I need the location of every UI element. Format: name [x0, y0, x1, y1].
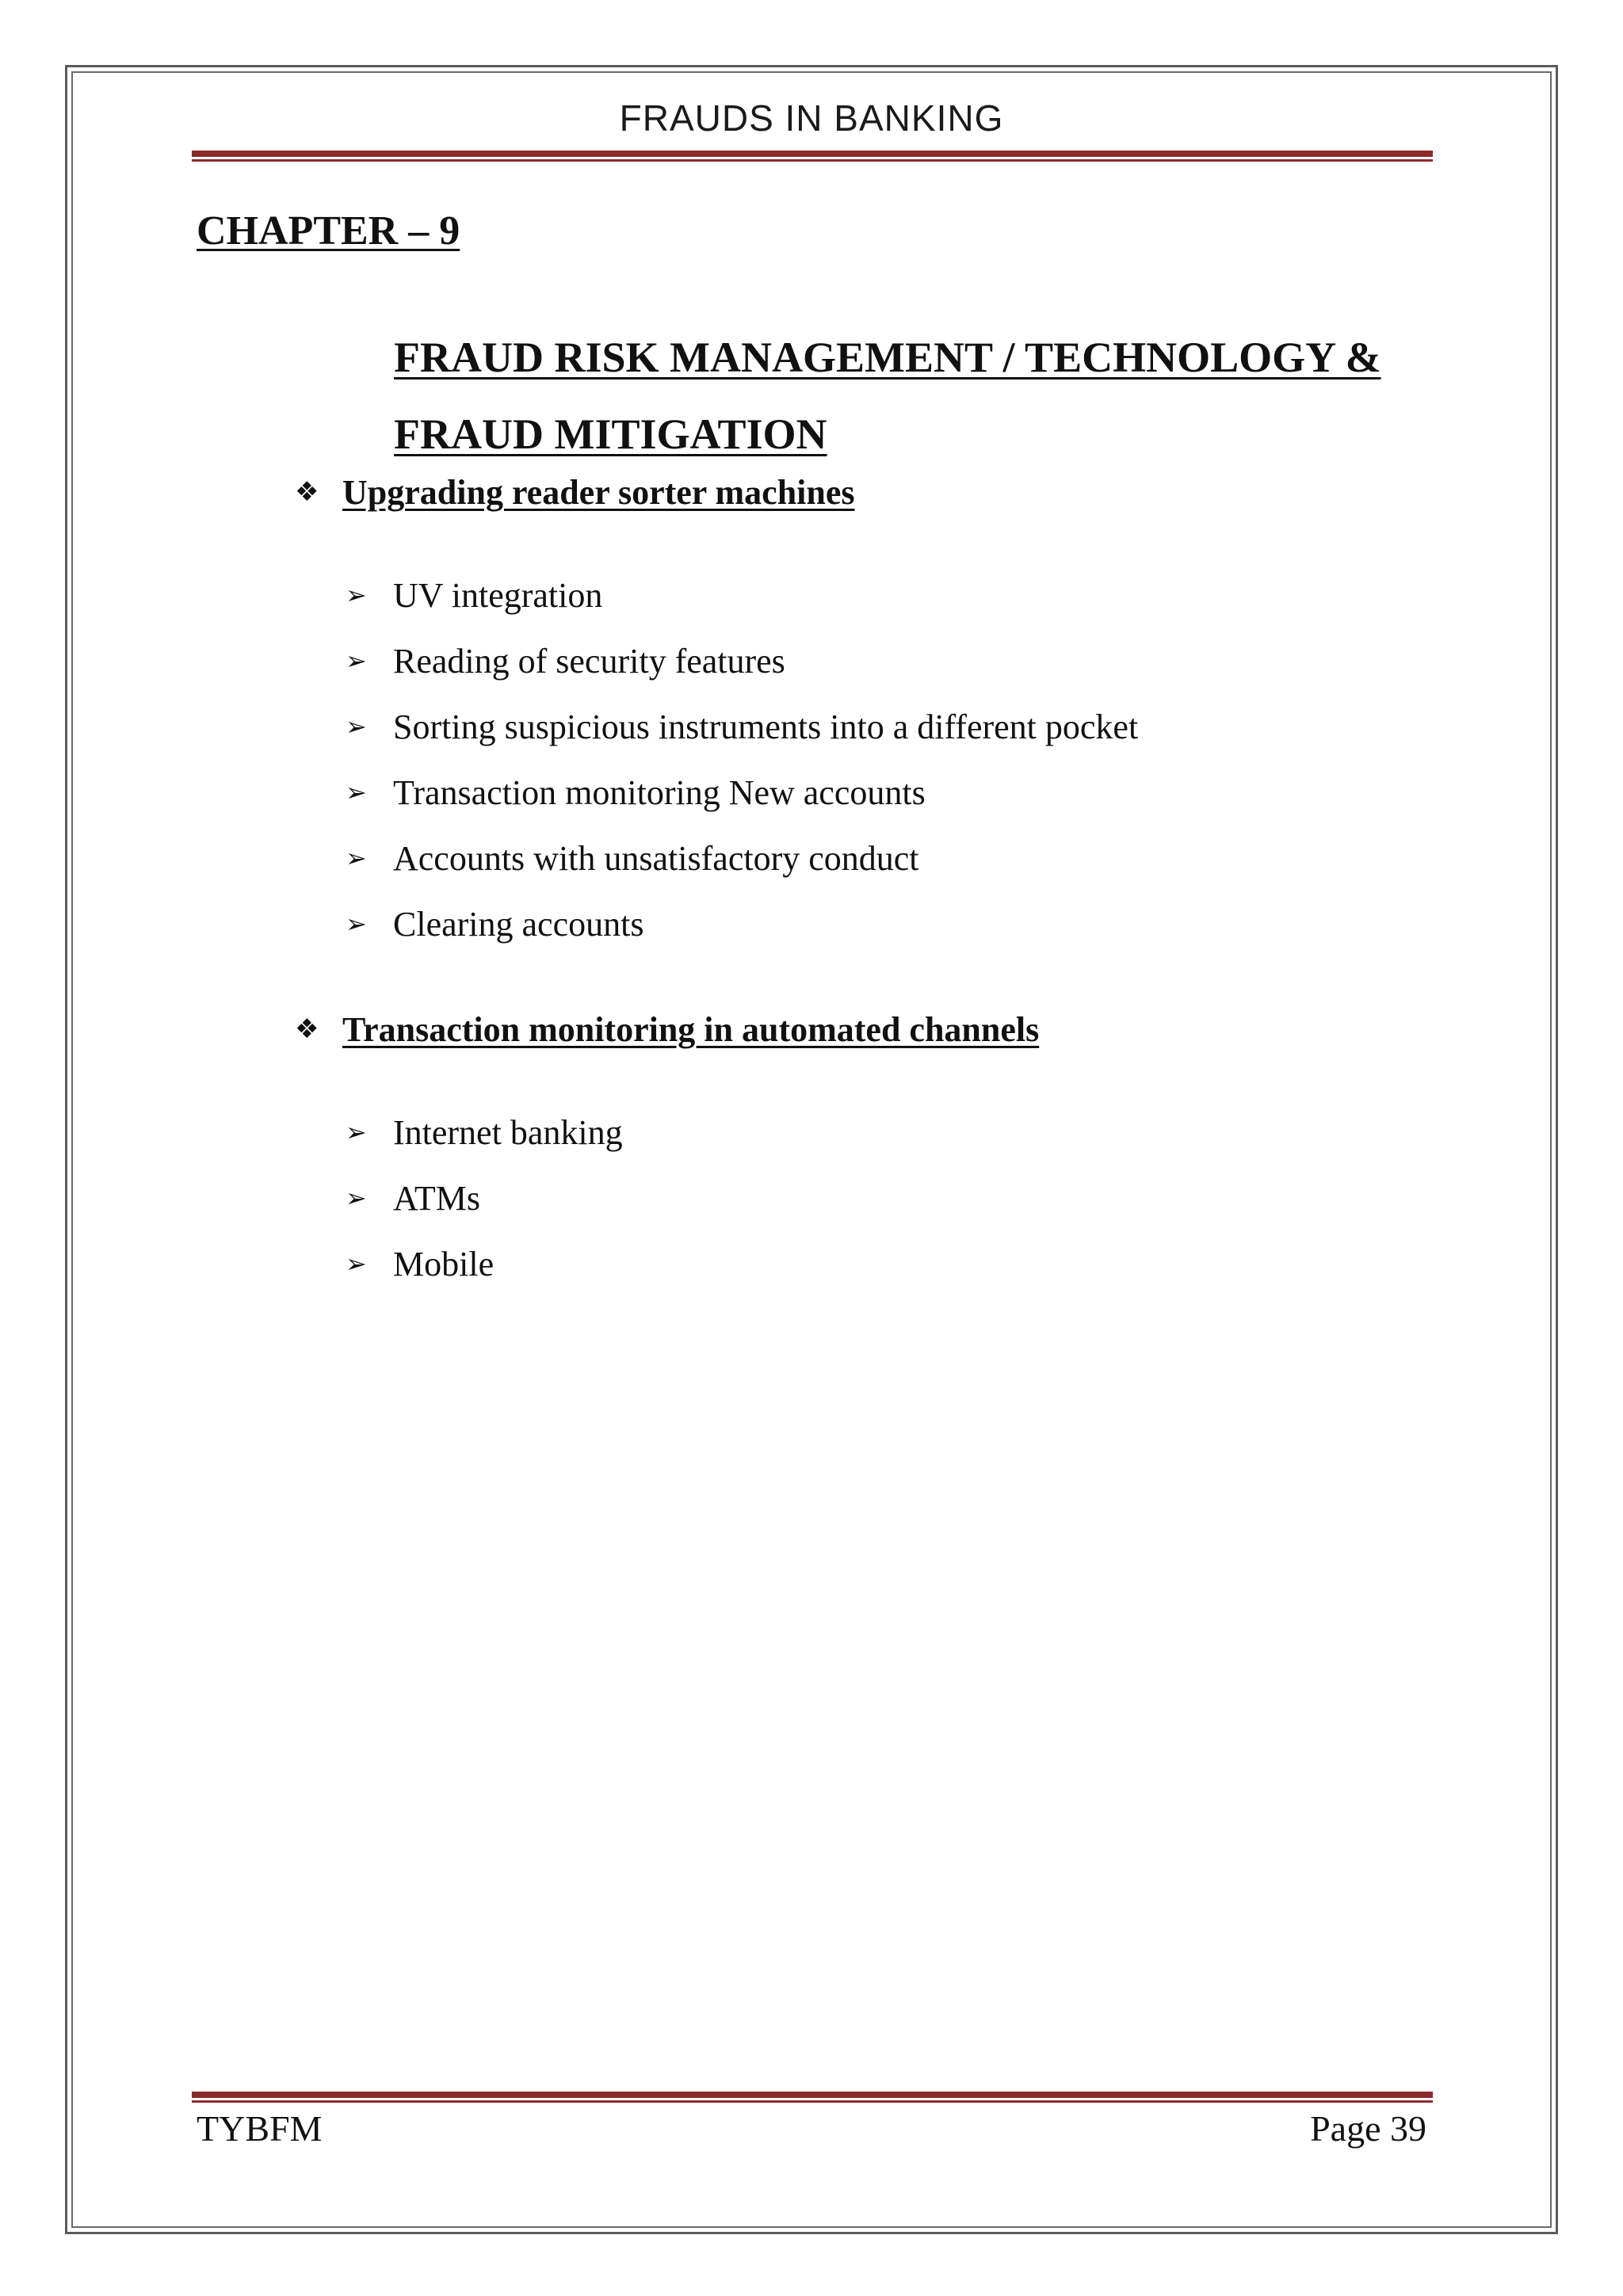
list-item-text: Clearing accounts [393, 905, 644, 944]
arrowhead-icon: ➢ [346, 1117, 367, 1147]
arrowhead-icon: ➢ [346, 711, 367, 742]
list-item-text: Reading of security features [393, 642, 785, 681]
section-heading-label: Transaction monitoring in automated channels [342, 1010, 1040, 1049]
list-item [346, 641, 1138, 707]
list-item [346, 904, 1138, 970]
bullet-list [346, 1112, 623, 1310]
list-item [346, 1112, 623, 1178]
chapter-label: CHAPTER – 9 [197, 208, 460, 254]
chapter-title [394, 319, 1456, 473]
four-diamond-icon: ❖ [295, 476, 319, 508]
list-item [346, 1178, 623, 1244]
arrowhead-icon: ➢ [346, 1183, 367, 1213]
arrowhead-icon: ➢ [346, 909, 367, 939]
arrowhead-icon: ➢ [346, 646, 367, 676]
running-header: FRAUDS IN BANKING [619, 97, 1004, 139]
list-item [346, 575, 1138, 641]
footer-course: TYBFM [197, 2108, 323, 2149]
section-heading [295, 1009, 1039, 1050]
list-item [346, 772, 1138, 838]
arrowhead-icon: ➢ [346, 843, 367, 873]
list-item-text: Sorting suspicious instruments into a different pocket [393, 707, 1139, 746]
list-item [346, 707, 1138, 772]
list-item-text: UV integration [393, 576, 603, 615]
list-item-text: Accounts with unsatisfactory conduct [393, 839, 919, 878]
page-number: Page 39 [1310, 2108, 1426, 2149]
footer-rule [192, 2092, 1433, 2103]
section-heading-label: Upgrading reader sorter machines [342, 473, 855, 512]
list-item-text: Transaction monitoring New accounts [393, 773, 926, 812]
arrowhead-icon: ➢ [346, 1249, 367, 1279]
chapter-title-text: FRAUD RISK MANAGEMENT / TECHNOLOGY & FRAUD MITIGATION [394, 334, 1381, 458]
header-rule [192, 151, 1433, 162]
four-diamond-icon: ❖ [295, 1013, 319, 1045]
arrowhead-icon: ➢ [346, 580, 367, 610]
list-item [346, 1244, 623, 1310]
list-item-text: ATMs [393, 1179, 481, 1218]
bullet-list [346, 575, 1138, 970]
section-heading [295, 472, 855, 513]
list-item [346, 838, 1138, 904]
list-item-text: Mobile [393, 1245, 495, 1283]
list-item-text: Internet banking [393, 1113, 623, 1152]
arrowhead-icon: ➢ [346, 777, 367, 807]
